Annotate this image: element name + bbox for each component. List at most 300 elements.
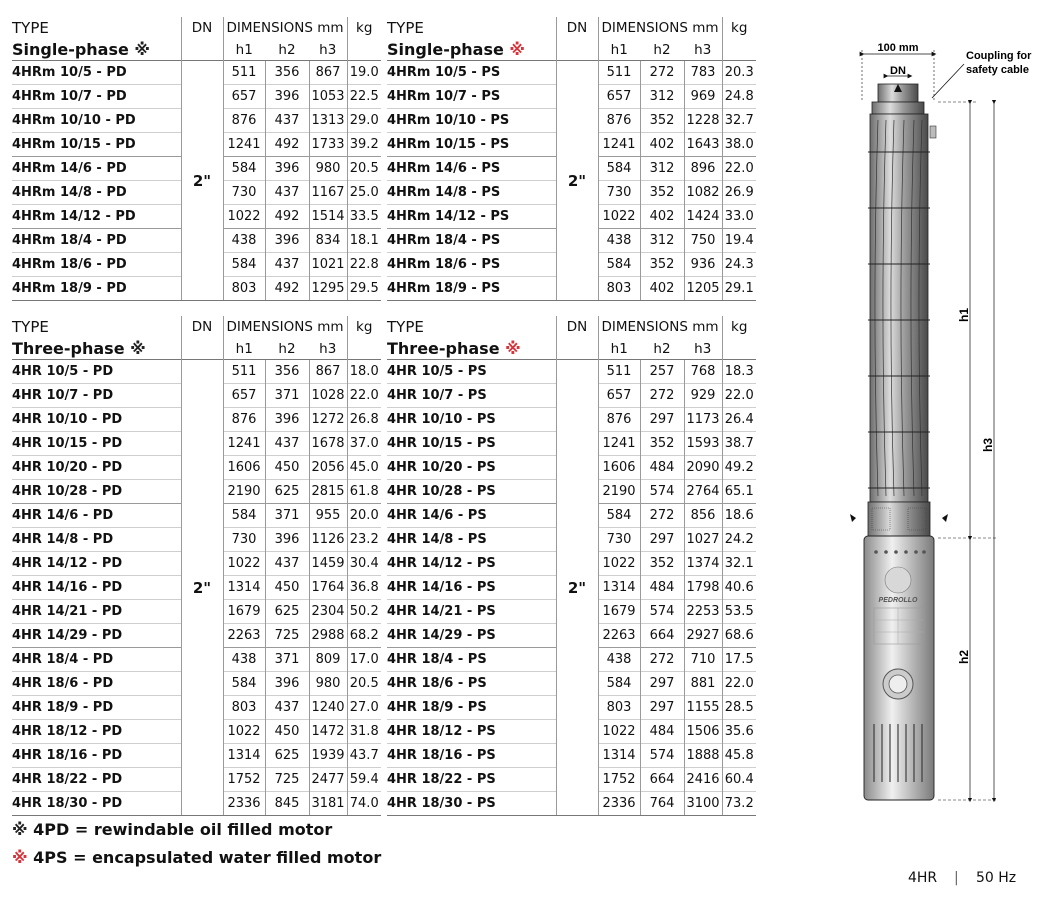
h3-value: 1053 bbox=[309, 85, 347, 109]
kg-value: 38.0 bbox=[722, 133, 756, 157]
h3-value: 867 bbox=[309, 61, 347, 85]
h1-value: 584 bbox=[223, 672, 265, 696]
h1-value: 584 bbox=[598, 672, 640, 696]
h1-value: 438 bbox=[223, 229, 265, 253]
h2-value: 625 bbox=[265, 744, 309, 768]
model-name: 4HRm 18/9 - PS bbox=[387, 277, 556, 301]
h1-value: 730 bbox=[223, 528, 265, 552]
h1-value: 876 bbox=[598, 109, 640, 133]
kg-value: 32.7 bbox=[722, 109, 756, 133]
h1-value: 876 bbox=[223, 109, 265, 133]
kg-value: 65.1 bbox=[722, 480, 756, 504]
model-name: 4HR 14/16 - PD bbox=[12, 576, 181, 600]
kg-value: 74.0 bbox=[347, 792, 381, 816]
h1-value: 1679 bbox=[598, 600, 640, 624]
model-name: 4HRm 18/6 - PS bbox=[387, 253, 556, 277]
h3-value: 881 bbox=[684, 672, 722, 696]
dn-value: 2" bbox=[556, 360, 598, 816]
header-type: TYPE bbox=[387, 19, 424, 37]
kg-value: 33.0 bbox=[722, 205, 756, 229]
model-name: 4HR 10/10 - PS bbox=[387, 408, 556, 432]
header-h3: h3 bbox=[319, 41, 337, 58]
h3-value: 2304 bbox=[309, 600, 347, 624]
h2-value: 402 bbox=[640, 205, 684, 229]
header-dn: DN bbox=[556, 17, 598, 39]
h1-value: 1314 bbox=[223, 576, 265, 600]
model-name: 4HR 18/9 - PD bbox=[12, 696, 181, 720]
footer-separator: | bbox=[954, 870, 959, 886]
header-h2: h2 bbox=[653, 41, 671, 58]
h2-value: 371 bbox=[265, 504, 309, 528]
table-row bbox=[12, 61, 381, 85]
h3-value: 980 bbox=[309, 672, 347, 696]
h3-value: 955 bbox=[309, 504, 347, 528]
kg-value: 20.3 bbox=[722, 61, 756, 85]
model-name: 4HR 10/5 - PD bbox=[12, 360, 181, 384]
h3-value: 1228 bbox=[684, 109, 722, 133]
h1-value: 584 bbox=[598, 504, 640, 528]
kg-value: 53.5 bbox=[722, 600, 756, 624]
h2-value: 257 bbox=[640, 360, 684, 384]
model-name: 4HR 18/12 - PD bbox=[12, 720, 181, 744]
h2-value: 396 bbox=[265, 229, 309, 253]
h1-value: 2263 bbox=[223, 624, 265, 648]
model-name: 4HRm 10/7 - PS bbox=[387, 85, 556, 109]
kg-value: 29.1 bbox=[722, 277, 756, 301]
h1-value: 876 bbox=[223, 408, 265, 432]
h3-value: 710 bbox=[684, 648, 722, 672]
h1-value: 1241 bbox=[223, 133, 265, 157]
h1-value: 1314 bbox=[598, 576, 640, 600]
kg-value: 37.0 bbox=[347, 432, 381, 456]
legend-pd bbox=[12, 820, 332, 839]
h3-value: 809 bbox=[309, 648, 347, 672]
h3-value: 1472 bbox=[309, 720, 347, 744]
kg-value: 18.6 bbox=[722, 504, 756, 528]
three-pd-table bbox=[12, 316, 381, 816]
kg-value: 26.8 bbox=[347, 408, 381, 432]
h1-value: 1022 bbox=[223, 720, 265, 744]
kg-value: 23.2 bbox=[347, 528, 381, 552]
h1-value: 2336 bbox=[223, 792, 265, 816]
h1-value: 438 bbox=[598, 648, 640, 672]
legend-ps-symbol: ※ bbox=[12, 848, 28, 867]
kg-value: 22.5 bbox=[347, 85, 381, 109]
model-name: 4HR 14/8 - PD bbox=[12, 528, 181, 552]
header-kg: kg bbox=[722, 17, 756, 39]
header-h2: h2 bbox=[653, 340, 671, 357]
h2-value: 312 bbox=[640, 229, 684, 253]
h2-value: 574 bbox=[640, 744, 684, 768]
h1-value: 1022 bbox=[598, 720, 640, 744]
header-h3: h3 bbox=[694, 340, 712, 357]
h1-value: 803 bbox=[598, 277, 640, 301]
h3-value: 2927 bbox=[684, 624, 722, 648]
header-dn: DN bbox=[181, 17, 223, 39]
h1-value: 1022 bbox=[598, 552, 640, 576]
h1-value: 1241 bbox=[598, 432, 640, 456]
kg-value: 60.4 bbox=[722, 768, 756, 792]
h2-value: 352 bbox=[640, 181, 684, 205]
kg-value: 27.0 bbox=[347, 696, 381, 720]
table-row bbox=[387, 360, 756, 384]
h2-value: 396 bbox=[265, 672, 309, 696]
header-dn: DN bbox=[556, 316, 598, 338]
h2-value: 272 bbox=[640, 61, 684, 85]
h1-value: 438 bbox=[223, 648, 265, 672]
model-name: 4HRm 10/15 - PD bbox=[12, 133, 181, 157]
h2-value: 845 bbox=[265, 792, 309, 816]
h3-value: 969 bbox=[684, 85, 722, 109]
kg-value: 28.5 bbox=[722, 696, 756, 720]
single-ps-table bbox=[387, 17, 756, 301]
kg-value: 24.3 bbox=[722, 253, 756, 277]
h2-value: 297 bbox=[640, 528, 684, 552]
model-name: 4HR 14/6 - PD bbox=[12, 504, 181, 528]
h3-value: 1082 bbox=[684, 181, 722, 205]
h1-value: 511 bbox=[223, 61, 265, 85]
model-name: 4HR 10/15 - PD bbox=[12, 432, 181, 456]
brand-logo-icon bbox=[885, 567, 911, 593]
h1-value: 1022 bbox=[598, 205, 640, 229]
h2-value: 437 bbox=[265, 432, 309, 456]
h2-label: h2 bbox=[957, 649, 971, 664]
h3-value: 1733 bbox=[309, 133, 347, 157]
h2-value: 484 bbox=[640, 720, 684, 744]
model-name: 4HR 18/30 - PD bbox=[12, 792, 181, 816]
model-name: 4HR 14/12 - PD bbox=[12, 552, 181, 576]
h1-value: 803 bbox=[223, 696, 265, 720]
model-name: 4HR 14/29 - PD bbox=[12, 624, 181, 648]
phase-symbol: ※ bbox=[130, 339, 146, 358]
header-dimensions: DIMENSIONS mm bbox=[223, 316, 347, 338]
kg-value: 18.1 bbox=[347, 229, 381, 253]
kg-value: 18.0 bbox=[347, 360, 381, 384]
h3-value: 1155 bbox=[684, 696, 722, 720]
h3-value: 980 bbox=[309, 157, 347, 181]
h2-value: 402 bbox=[640, 277, 684, 301]
h3-value: 1374 bbox=[684, 552, 722, 576]
h3-value: 1167 bbox=[309, 181, 347, 205]
model-name: 4HRm 14/8 - PS bbox=[387, 181, 556, 205]
h3-value: 1888 bbox=[684, 744, 722, 768]
h2-value: 625 bbox=[265, 480, 309, 504]
kg-value: 25.0 bbox=[347, 181, 381, 205]
h1-value: 584 bbox=[223, 253, 265, 277]
h2-value: 396 bbox=[265, 408, 309, 432]
kg-value: 59.4 bbox=[347, 768, 381, 792]
h3-value: 1506 bbox=[684, 720, 722, 744]
h1-value: 803 bbox=[598, 696, 640, 720]
h1-value: 2190 bbox=[598, 480, 640, 504]
footer-model: 4HR bbox=[908, 870, 938, 886]
kg-value: 20.5 bbox=[347, 672, 381, 696]
h3-value: 2416 bbox=[684, 768, 722, 792]
phase-symbol: ※ bbox=[509, 40, 525, 59]
kg-value: 26.4 bbox=[722, 408, 756, 432]
header-kg: kg bbox=[722, 316, 756, 338]
h2-value: 297 bbox=[640, 696, 684, 720]
h1-value: 1314 bbox=[598, 744, 640, 768]
h1-value: 657 bbox=[223, 85, 265, 109]
model-name: 4HRm 10/10 - PS bbox=[387, 109, 556, 133]
model-name: 4HRm 18/6 - PD bbox=[12, 253, 181, 277]
header-dimensions: DIMENSIONS mm bbox=[598, 17, 722, 39]
h3-value: 929 bbox=[684, 384, 722, 408]
kg-value: 49.2 bbox=[722, 456, 756, 480]
h2-value: 492 bbox=[265, 277, 309, 301]
dn-value: 2" bbox=[181, 360, 223, 816]
kg-value: 38.7 bbox=[722, 432, 756, 456]
model-name: 4HR 14/6 - PS bbox=[387, 504, 556, 528]
h3-value: 1028 bbox=[309, 384, 347, 408]
kg-value: 36.8 bbox=[347, 576, 381, 600]
h2-value: 352 bbox=[640, 552, 684, 576]
legend-ps-text: 4PS = encapsulated water filled motor bbox=[33, 848, 382, 867]
h2-value: 312 bbox=[640, 85, 684, 109]
h2-value: 764 bbox=[640, 792, 684, 816]
h3-value: 1643 bbox=[684, 133, 722, 157]
model-name: 4HR 10/20 - PS bbox=[387, 456, 556, 480]
h2-value: 492 bbox=[265, 133, 309, 157]
model-name: 4HRm 18/4 - PD bbox=[12, 229, 181, 253]
h1-value: 1314 bbox=[223, 744, 265, 768]
h3-value: 1295 bbox=[309, 277, 347, 301]
h2-value: 450 bbox=[265, 456, 309, 480]
h1-value: 584 bbox=[598, 253, 640, 277]
h1-value: 657 bbox=[223, 384, 265, 408]
h2-value: 371 bbox=[265, 648, 309, 672]
h1-value: 1606 bbox=[223, 456, 265, 480]
h3-value: 2056 bbox=[309, 456, 347, 480]
h2-value: 312 bbox=[640, 157, 684, 181]
h1-value: 2263 bbox=[598, 624, 640, 648]
model-name: 4HR 10/15 - PS bbox=[387, 432, 556, 456]
coupling-label-2: safety cable bbox=[966, 64, 1029, 76]
h3-value: 1313 bbox=[309, 109, 347, 133]
model-name: 4HRm 14/6 - PD bbox=[12, 157, 181, 181]
phase-label bbox=[387, 338, 556, 360]
model-name: 4HR 18/6 - PS bbox=[387, 672, 556, 696]
table-row bbox=[387, 61, 756, 85]
h1-value: 876 bbox=[598, 408, 640, 432]
kg-value: 17.5 bbox=[722, 648, 756, 672]
header-h3: h3 bbox=[319, 340, 337, 357]
model-name: 4HR 10/10 - PD bbox=[12, 408, 181, 432]
h1-label: h1 bbox=[957, 307, 971, 322]
model-name: 4HRm 10/10 - PD bbox=[12, 109, 181, 133]
h2-value: 352 bbox=[640, 253, 684, 277]
h3-value: 2253 bbox=[684, 600, 722, 624]
model-name: 4HR 18/16 - PD bbox=[12, 744, 181, 768]
kg-value: 33.5 bbox=[347, 205, 381, 229]
kg-value: 22.0 bbox=[722, 384, 756, 408]
model-name: 4HR 10/5 - PS bbox=[387, 360, 556, 384]
kg-value: 45.0 bbox=[347, 456, 381, 480]
kg-value: 31.8 bbox=[347, 720, 381, 744]
h2-value: 437 bbox=[265, 253, 309, 277]
h3-value: 896 bbox=[684, 157, 722, 181]
h2-value: 371 bbox=[265, 384, 309, 408]
h2-value: 437 bbox=[265, 696, 309, 720]
kg-value: 61.8 bbox=[347, 480, 381, 504]
h2-value: 352 bbox=[640, 432, 684, 456]
kg-value: 26.9 bbox=[722, 181, 756, 205]
header-h1: h1 bbox=[223, 338, 265, 360]
h1-value: 1752 bbox=[223, 768, 265, 792]
h1-value: 657 bbox=[598, 85, 640, 109]
phase-label bbox=[12, 338, 181, 360]
coupling-label-1: Coupling for bbox=[966, 50, 1032, 62]
h2-value: 396 bbox=[265, 157, 309, 181]
h3-value: 1764 bbox=[309, 576, 347, 600]
model-name: 4HRm 18/9 - PD bbox=[12, 277, 181, 301]
single-pd-table bbox=[12, 17, 381, 301]
kg-value: 68.6 bbox=[722, 624, 756, 648]
phase-symbol: ※ bbox=[505, 339, 521, 358]
pump-diagram bbox=[848, 40, 1048, 810]
model-name: 4HRm 10/5 - PD bbox=[12, 61, 181, 85]
h1-value: 730 bbox=[598, 528, 640, 552]
legend-pd-text: 4PD = rewindable oil filled motor bbox=[33, 820, 333, 839]
kg-value: 43.7 bbox=[347, 744, 381, 768]
model-name: 4HRm 14/12 - PS bbox=[387, 205, 556, 229]
h3-value: 1678 bbox=[309, 432, 347, 456]
h2-value: 272 bbox=[640, 648, 684, 672]
h3-value: 834 bbox=[309, 229, 347, 253]
model-name: 4HR 18/6 - PD bbox=[12, 672, 181, 696]
header-h1: h1 bbox=[598, 39, 640, 61]
h2-value: 297 bbox=[640, 408, 684, 432]
model-name: 4HR 14/16 - PS bbox=[387, 576, 556, 600]
model-name: 4HR 18/4 - PS bbox=[387, 648, 556, 672]
h1-value: 1241 bbox=[223, 432, 265, 456]
header-h1: h1 bbox=[223, 39, 265, 61]
h2-value: 664 bbox=[640, 768, 684, 792]
h2-value: 450 bbox=[265, 720, 309, 744]
kg-value: 29.5 bbox=[347, 277, 381, 301]
model-name: 4HR 18/9 - PS bbox=[387, 696, 556, 720]
h2-value: 272 bbox=[640, 504, 684, 528]
footer-frequency: 50 Hz bbox=[976, 870, 1017, 886]
h3-value: 1205 bbox=[684, 277, 722, 301]
h3-value: 783 bbox=[684, 61, 722, 85]
h2-value: 297 bbox=[640, 672, 684, 696]
h3-value: 2477 bbox=[309, 768, 347, 792]
h2-value: 356 bbox=[265, 360, 309, 384]
h3-value: 1459 bbox=[309, 552, 347, 576]
h2-value: 396 bbox=[265, 85, 309, 109]
kg-value: 68.2 bbox=[347, 624, 381, 648]
h3-value: 1593 bbox=[684, 432, 722, 456]
h3-value: 1021 bbox=[309, 253, 347, 277]
phase-label-text: Three-phase bbox=[387, 339, 500, 358]
kg-value: 32.1 bbox=[722, 552, 756, 576]
h3-value: 2815 bbox=[309, 480, 347, 504]
model-name: 4HRm 14/12 - PD bbox=[12, 205, 181, 229]
model-name: 4HRm 10/15 - PS bbox=[387, 133, 556, 157]
header-h2: h2 bbox=[278, 340, 296, 357]
h3-value: 1514 bbox=[309, 205, 347, 229]
kg-value: 19.0 bbox=[347, 61, 381, 85]
h3-value: 1027 bbox=[684, 528, 722, 552]
h2-value: 437 bbox=[265, 552, 309, 576]
h1-value: 730 bbox=[598, 181, 640, 205]
h1-value: 511 bbox=[598, 360, 640, 384]
h1-value: 584 bbox=[223, 157, 265, 181]
h2-value: 492 bbox=[265, 205, 309, 229]
h2-value: 484 bbox=[640, 456, 684, 480]
h1-value: 2190 bbox=[223, 480, 265, 504]
header-h2: h2 bbox=[278, 41, 296, 58]
model-name: 4HR 10/20 - PD bbox=[12, 456, 181, 480]
header-dimensions: DIMENSIONS mm bbox=[223, 17, 347, 39]
kg-value: 18.3 bbox=[722, 360, 756, 384]
h3-value: 3100 bbox=[684, 792, 722, 816]
kg-value: 22.8 bbox=[347, 253, 381, 277]
h3-value: 1240 bbox=[309, 696, 347, 720]
h2-value: 437 bbox=[265, 109, 309, 133]
header-type: TYPE bbox=[12, 318, 49, 336]
legend-pd-symbol: ※ bbox=[12, 820, 28, 839]
model-name: 4HR 18/22 - PS bbox=[387, 768, 556, 792]
h3-value: 1939 bbox=[309, 744, 347, 768]
h2-value: 725 bbox=[265, 624, 309, 648]
model-name: 4HR 10/28 - PS bbox=[387, 480, 556, 504]
brand-label: PEDROLLO bbox=[878, 597, 918, 604]
kg-value: 24.2 bbox=[722, 528, 756, 552]
h3-value: 936 bbox=[684, 253, 722, 277]
kg-value: 40.6 bbox=[722, 576, 756, 600]
model-name: 4HR 10/28 - PD bbox=[12, 480, 181, 504]
h2-value: 484 bbox=[640, 576, 684, 600]
kg-value: 29.0 bbox=[347, 109, 381, 133]
h2-value: 272 bbox=[640, 384, 684, 408]
h3-value: 768 bbox=[684, 360, 722, 384]
phase-label-text: Single-phase bbox=[12, 40, 129, 59]
kg-value: 24.8 bbox=[722, 85, 756, 109]
h1-value: 1752 bbox=[598, 768, 640, 792]
kg-value: 20.5 bbox=[347, 157, 381, 181]
kg-value: 35.6 bbox=[722, 720, 756, 744]
h2-value: 356 bbox=[265, 61, 309, 85]
h3-value: 2090 bbox=[684, 456, 722, 480]
h3-value: 1173 bbox=[684, 408, 722, 432]
model-name: 4HRm 18/4 - PS bbox=[387, 229, 556, 253]
model-name: 4HR 18/30 - PS bbox=[387, 792, 556, 816]
h3-value: 856 bbox=[684, 504, 722, 528]
h2-value: 625 bbox=[265, 600, 309, 624]
model-name: 4HRm 14/6 - PS bbox=[387, 157, 556, 181]
h1-value: 511 bbox=[223, 360, 265, 384]
kg-value: 22.0 bbox=[722, 157, 756, 181]
kg-value: 19.4 bbox=[722, 229, 756, 253]
model-name: 4HR 14/8 - PS bbox=[387, 528, 556, 552]
kg-value: 39.2 bbox=[347, 133, 381, 157]
model-name: 4HR 18/12 - PS bbox=[387, 720, 556, 744]
h2-value: 396 bbox=[265, 528, 309, 552]
header-kg: kg bbox=[347, 17, 381, 39]
h3-value: 1272 bbox=[309, 408, 347, 432]
model-name: 4HRm 10/5 - PS bbox=[387, 61, 556, 85]
kg-value: 50.2 bbox=[347, 600, 381, 624]
header-type: TYPE bbox=[387, 318, 424, 336]
pump-body bbox=[870, 114, 928, 502]
header-dimensions: DIMENSIONS mm bbox=[598, 316, 722, 338]
model-name: 4HR 10/7 - PD bbox=[12, 384, 181, 408]
h2-value: 725 bbox=[265, 768, 309, 792]
model-name: 4HR 10/7 - PS bbox=[387, 384, 556, 408]
